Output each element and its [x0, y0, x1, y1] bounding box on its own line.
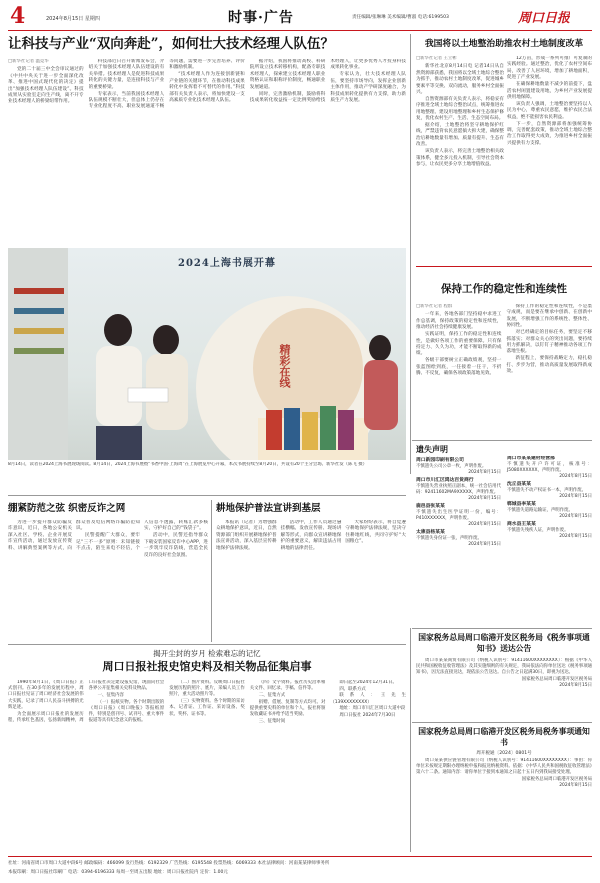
history-paragraph: 三、征集时间	[258, 718, 286, 724]
history-paragraph: 周口日报社 2024年7月30日	[339, 713, 396, 719]
farmland-paragraph: 活动中，工作人员通过悬挂横幅、发放宣传册、现场讲解等形式，向群众宣讲耕地保护的重要意义，解读违法占用耕地的法律责任。	[280, 520, 342, 551]
lost-notices-list	[416, 456, 592, 624]
anti-fraud-headline: 绷紧防范之弦 织密反诈之网	[8, 503, 126, 514]
lost-notice-item	[416, 478, 501, 502]
history-paragraph: （一）报纸实物。各个时期出版的《周口日报》《周口晚报》等报纸原件，特别是创刊号、试刊号、重大事件报道等具有纪念意义的报纸。	[88, 699, 165, 724]
header-rule	[8, 30, 592, 31]
lead-paragraph: 据介绍，我国将推动高校、科研院所设立技术转移机构，配备专职技术经理人，探索建立技术经理人职业资格认证和职称评价制度，畅通职业发展通道。	[249, 59, 326, 90]
notice-text: 不慎遗失不动产权证书一本，声明作废。	[507, 488, 587, 493]
newspaper-logo: 周口日报	[518, 11, 571, 26]
footer-rule	[8, 856, 592, 857]
page-number: 4	[10, 4, 26, 28]
tax-notice-1-text: 周口市某某商贸有限公司（纳税人识别号：91411600XXXXXXXX）：根据《中华人民共和国税收征收管理法》及其实施细则的有关规定，我局依法向你单位送达《税务事项通知书》，因无法直接送达，现依法公告送达。自公告之日起满30日，即视为送达。	[416, 658, 592, 675]
tax-notice-2-headline: 国家税务总局周口临港开发区税务局税务事项通知书	[418, 727, 590, 747]
tax-mid-divider	[412, 722, 592, 723]
notice-text: 不慎遗失残疾人证，声明作废。	[507, 528, 569, 533]
footer-line-1: 社址：河南省周口市周口大道中段6号 邮政编码：466099 发行热线：6192329 广告热线：6195548 投票热线：6069333 本社法律顾问：河南某某律师事务所	[8, 861, 330, 866]
lead-paragraph: “技术经理人作为连接创新链和产业链的关键环节，在推动科技成果转化中发挥着不可替代的作用。”科技部有关负责人表示，将加快建设一支高素质专业化技术经理人队伍。	[169, 72, 245, 103]
footer-line-2: 本报印刷：周口日报社印刷厂 电话：0394-6196333 每周一至周五出版 地址：周口日报社院内 定价：1.00元	[8, 870, 228, 875]
history-paragraph: 即日起至2024年12月31日。	[339, 680, 397, 685]
anti-fraud-body	[8, 520, 208, 640]
land-reform-byline: □新华社记者 王立彬	[416, 56, 457, 61]
editors-line: 责任编辑/张琳琳 美术编辑/曹淑 电话:6199503	[352, 15, 449, 20]
notice-divider	[412, 440, 592, 441]
land-reform-continued	[507, 56, 592, 256]
stability-paragraph: 一年来，各地各部门坚持稳中求进工作总基调，保持政策的稳定性和连续性，推动经济社会持续健康发展。	[416, 312, 502, 331]
notice-text: 不慎遗失出生医学证明一份，编号：P410XXXXXX，声明作废。	[416, 510, 501, 521]
section-title: 时事·广告	[228, 10, 294, 26]
notice-date: 2024年8月15日	[559, 474, 592, 479]
notice-date: 2024年8月15日	[468, 496, 501, 501]
lost-notice-heading: 遗失声明	[416, 444, 448, 454]
lost-notice-item	[416, 530, 501, 548]
history-paragraph: （二）图片资料。反映周口日报社发展历程的照片、底片，采编人员工作照片，重大活动照片等。	[169, 680, 245, 698]
poster-text: 精彩在线	[278, 344, 291, 388]
tax-notice-1-signature: 国家税务总局周口临港开发区税务局	[521, 676, 592, 682]
notice-head: 周口市川汇区鸿达百货商行	[416, 478, 474, 483]
stability-byline: □新华社记者 程群	[416, 304, 453, 309]
stability-body	[416, 304, 592, 430]
notice-date: 2024年8月15日	[468, 542, 501, 547]
notice-head: 周口新园印刷有限公司	[416, 458, 464, 463]
land-reform-paragraph: 自然资源部有关负责人表示，将稳妥有序推进全域土地综合整治试点，统筹推进农用地整理、建设用地整理和乡村生态保护修复，优化农村生产、生活、生态空间布局。	[416, 96, 504, 122]
land-reform-paragraph: 下一步，自然资源部将加强统筹协调，完善配套政策，推动全域土地综合整治工作取得更大成效，为推进乡村全面振兴提供有力支撑。	[507, 121, 592, 146]
lead-paragraph: 科技部近日召开新闻发布会，介绍关于加强技术经理人队伍建设的有关举措。技术经理人是促进科技成果转化的关键力量，是连接科技与产业的重要桥梁。	[88, 59, 165, 90]
notice-head: 郸城县李某某	[507, 502, 536, 507]
notice-head: 鹿邑县张某某	[416, 504, 445, 509]
lost-notice-item	[507, 502, 592, 520]
lost-notice-item	[416, 504, 501, 528]
notice-text: 不慎遗失公司公章一枚，声明作废。	[416, 464, 487, 469]
lead-byline: □新华社记者 温竞华	[8, 59, 49, 64]
history-kicker: 揭开尘封的岁月 检索难忘的记忆	[153, 649, 261, 658]
notice-text: 不慎遗失营业执照正副本，统一社会信用代码：92411602MA9XXXXX，声明作废。	[416, 484, 501, 495]
history-paragraph: 为全面展示周口日报社的发展历程，传承红色基因，弘扬新闻精神，周口日报社决定建设报史馆，现面向社会各界公开征集相关史料及物品。	[8, 680, 165, 723]
notice-date: 2024年8月15日	[468, 470, 501, 475]
land-reform-paragraph: 该负责人表示，将完善土地整治相关政策体系，健全多元投入机制，引导社会资本参与，让农民更多分享土地增值收益。	[416, 149, 504, 167]
tax-notice-2-text: 周口某某供应链管理有限公司（纳税人识别号：91411600XXXXXXXX）：事由：你单位未按规定期限办理纳税申报和报送纳税资料。依据：《中华人民共和国税收征收管理法》第六十二条。通知内容：请你单位于接到本通知之日起十五日内到我局接受处理。	[416, 758, 592, 775]
history-body	[8, 680, 406, 850]
tax-notice-2-signature: 国家税务总局周口临港开发区税务局	[521, 776, 592, 782]
land-reform-paragraph: 新华社北京8月14日电 记者14日从自然资源部获悉，我国将以全域土地综合整治为抓手，推动农村土地制度改革，促进城乡要素平等交换、双向流动，服务乡村全面振兴。	[416, 64, 504, 96]
notice-date: 2024年8月15日	[559, 514, 592, 519]
lost-notice-item	[416, 458, 501, 476]
notice-head: 商水县王某某	[507, 522, 536, 527]
tax-notice-1-body	[416, 658, 592, 720]
notice-head: 沈丘县某某	[507, 482, 531, 487]
land-reform-headline: 我国将以土地整治助推农村土地制度改革	[424, 39, 584, 49]
lead-paragraph: 同时，完善激励机制，鼓励将科技成果转化收益按一定比例奖励给技术经理人，让更多优秀人才投身科技成果转化事业。	[249, 59, 406, 103]
photo-illustration	[8, 248, 406, 460]
history-paragraph: 地址：周口市川汇区周口大道中段	[339, 706, 406, 712]
notice-text: 不慎遗失道路运输证，声明作废。	[507, 508, 573, 513]
notice-text: 不慎遗失开户许可证，核准号：J5080XXXXXX，声明作废。	[507, 462, 592, 473]
tax-notice-2-body	[416, 758, 592, 850]
tax-notice-2-date: 2024年8月15日	[559, 782, 592, 788]
book-fair-banner: 2024上海书展开幕	[178, 258, 276, 269]
lead-paragraph: 专家认为，壮大技术经理人队伍，要坚持市场导向，发挥企业创新主体作用，推动产学研深度融合，为科技成果转化提供有力支撑，助力新质生产力发展。	[330, 72, 406, 103]
history-paragraph: 捐赠、借展、复制等方式均可。对提供重要史料的单位和个人，报社将颁发收藏证书并给予适当奖励。	[249, 699, 326, 718]
history-paragraph: 1990年8月1日，《周口日报》正式创刊。在30多年的发展历程中，周口日报社见证了周口经济社会发展的伟大实践，记录了周口人民奋斗拼搏的光辉足迹。	[8, 680, 84, 710]
lost-notice-item	[507, 482, 592, 500]
anti-fraud-paragraph: 为进一步提升群众防骗反诈意识，近日，各地公安机关深入社区、学校、企业开展反诈宣传活动，通过发放宣传资料、讲解典型案例等方式，向群众普及电信网络诈骗防范知识。	[8, 520, 140, 551]
book-fair-photo	[8, 248, 406, 460]
notice-head: 太康县杨某某	[416, 530, 445, 535]
lead-paragraph: 党的二十届三中全会审议通过的《中共中央关于进一步全面深化改革、推进中国式现代化的决定》提出“加强技术经理人队伍建设”。科技成果从实验室走向生产线，离不开专业技术经理人的桥梁纽带作用。	[8, 67, 84, 105]
stability-paragraph: 实践证明，保持工作的稳定性和连续性，是做好各项工作的重要保障。只有保持定力、久久为功，才能不断取得新的成绩。	[416, 332, 502, 357]
history-paragraph: （四）文字资料。报社历史沿革相关文件、回忆录、手稿、信件等。	[249, 680, 326, 692]
notice-date: 2024年8月15日	[559, 494, 592, 499]
stability-paragraph: 保持工作的稳定性和连续性，不是墨守成规，而是要在继承中创新、在创新中发展，不断增强工作的系统性、整体性、协同性。	[506, 304, 592, 329]
lead-paragraph: 专家表示，当前我国技术经理人队伍规模不断壮大，但总体上仍存在专业化程度不高、职业发展通道不畅等问题，需要进一步完善培养、评价和激励机制。	[88, 59, 245, 110]
notice-text: 不慎遗失身份证一张，声明作废。	[416, 536, 482, 541]
tax-notice-1-headline: 国家税务总局周口临港开发区税务局《税务事项通知书》送达公告	[418, 633, 590, 653]
history-paragraph: 二、征集方式	[258, 692, 286, 698]
lost-notice-item	[507, 456, 592, 480]
lead-article-body	[8, 59, 406, 247]
anti-fraud-paragraph: 民警提醒广大群众，要牢记“三不一多”原则：未知链接不点击，陌生来电不轻信，个人信息不透露，转账汇款多核实，守护好自己的“钱袋子”。	[76, 520, 208, 552]
lost-notice-item	[507, 522, 592, 540]
anti-fraud-paragraph: 活动中，民警还指导群众下载安装国家反诈中心APP，进一步筑牢反诈防线，营造全民反诈的良好社会氛围。	[144, 533, 208, 558]
history-paragraph: 联系人：王先生（139XXXXXXXX）	[330, 693, 406, 705]
tax-notice-1-date: 2024年8月15日	[559, 682, 592, 688]
history-paragraph: 一、征集内容	[97, 692, 124, 698]
land-reform-body	[416, 56, 504, 256]
land-reform-paragraph: 12万亩，形成一系列可推广可复制的实践经验。通过整治，优化了农村空间布局，改善了人居环境，增加了耕地面积，促进了产业发展。	[507, 56, 592, 81]
land-reform-paragraph: 在确保耕地数量不减少的前提下，盘活农村闲置建设用地，为乡村产业发展提供用地保障。	[507, 82, 592, 100]
notice-head: 周口市某某建材经营部	[507, 456, 555, 461]
history-divider	[8, 644, 406, 645]
stability-paragraph: 对已经确定的目标任务，要坚定不移抓落实；对群众关心的突出问题，要持续用力抓解决，以钉钉子精神推动各项工作落地生根。	[506, 330, 592, 355]
stability-rule	[416, 266, 592, 267]
stability-paragraph: 新征程上，要保持战略定力，稳扎稳打、步步为营，推动高质量发展取得新成效。	[506, 356, 592, 375]
tax-top-divider	[412, 628, 592, 629]
farmland-paragraph: 本报讯（记者）为增强群众耕地保护意识，近日，自然资源部门组织开展耕地保护普法宣讲活动，深入基层宣传耕地保护法律法规。	[216, 520, 277, 551]
notice-date: 2024年8月15日	[559, 534, 592, 539]
farmland-body	[216, 520, 406, 640]
row3-column-divider	[211, 500, 212, 642]
history-paragraph: （三）实物资料。各个时期的采访本、记者证、工作证、采访设备、奖状、奖杯、证书等。	[169, 699, 245, 717]
land-reform-paragraph: 该负责人强调，土地整治要坚持以人民为中心，尊重农民意愿，维护农民合法权益，绝不能损害农民利益。	[507, 101, 592, 120]
column-divider	[410, 34, 411, 474]
page-header	[8, 4, 592, 30]
tax-notice-2-number: 周开税通〔2024〕0801号	[476, 751, 532, 756]
row3-divider	[8, 495, 406, 496]
stability-paragraph: 各级干部要树立正确政绩观，坚持一张蓝图绘到底，一任接着一任干，不折腾、不反复，确保各项政策落地见效。	[416, 358, 502, 377]
stability-headline: 保持工作的稳定性和连续性	[441, 283, 567, 295]
land-reform-paragraph: 据介绍，土地整治将坚守耕地保护红线，严禁违背农民意愿搞大拆大建，确保整治后耕地数量有增加、质量有提升、生态有改善。	[416, 123, 504, 148]
notice-date: 2024年8月15日	[468, 522, 501, 527]
farmland-headline: 耕地保护普法宣讲到基层	[216, 503, 321, 514]
lead-headline: 让科技与产业“双向奔赴”，如何壮大技术经理人队伍？	[8, 36, 335, 52]
history-headline: 周口日报社报史馆史料及相关物品征集启事	[102, 660, 312, 673]
issue-date: 2024年8月15日 星期四	[46, 16, 100, 22]
photo-caption: 8月14日，读者在2024上海书展现场阅读。8月14日，2024上海书展暨“书香中国·上海周”在上海展览中心开幕，本次书展持续至8月20日，共设有20个主分会场。新华社发（陈飞 摄）	[8, 462, 367, 467]
tax-column-divider	[410, 628, 411, 852]
history-paragraph: 四、联系方式	[339, 686, 366, 692]
farmland-paragraph: 大家纷纷表示，将自觉遵守耕地保护法律法规，坚决守住耕地红线，共同守护好“大国粮仓”。	[345, 520, 406, 545]
